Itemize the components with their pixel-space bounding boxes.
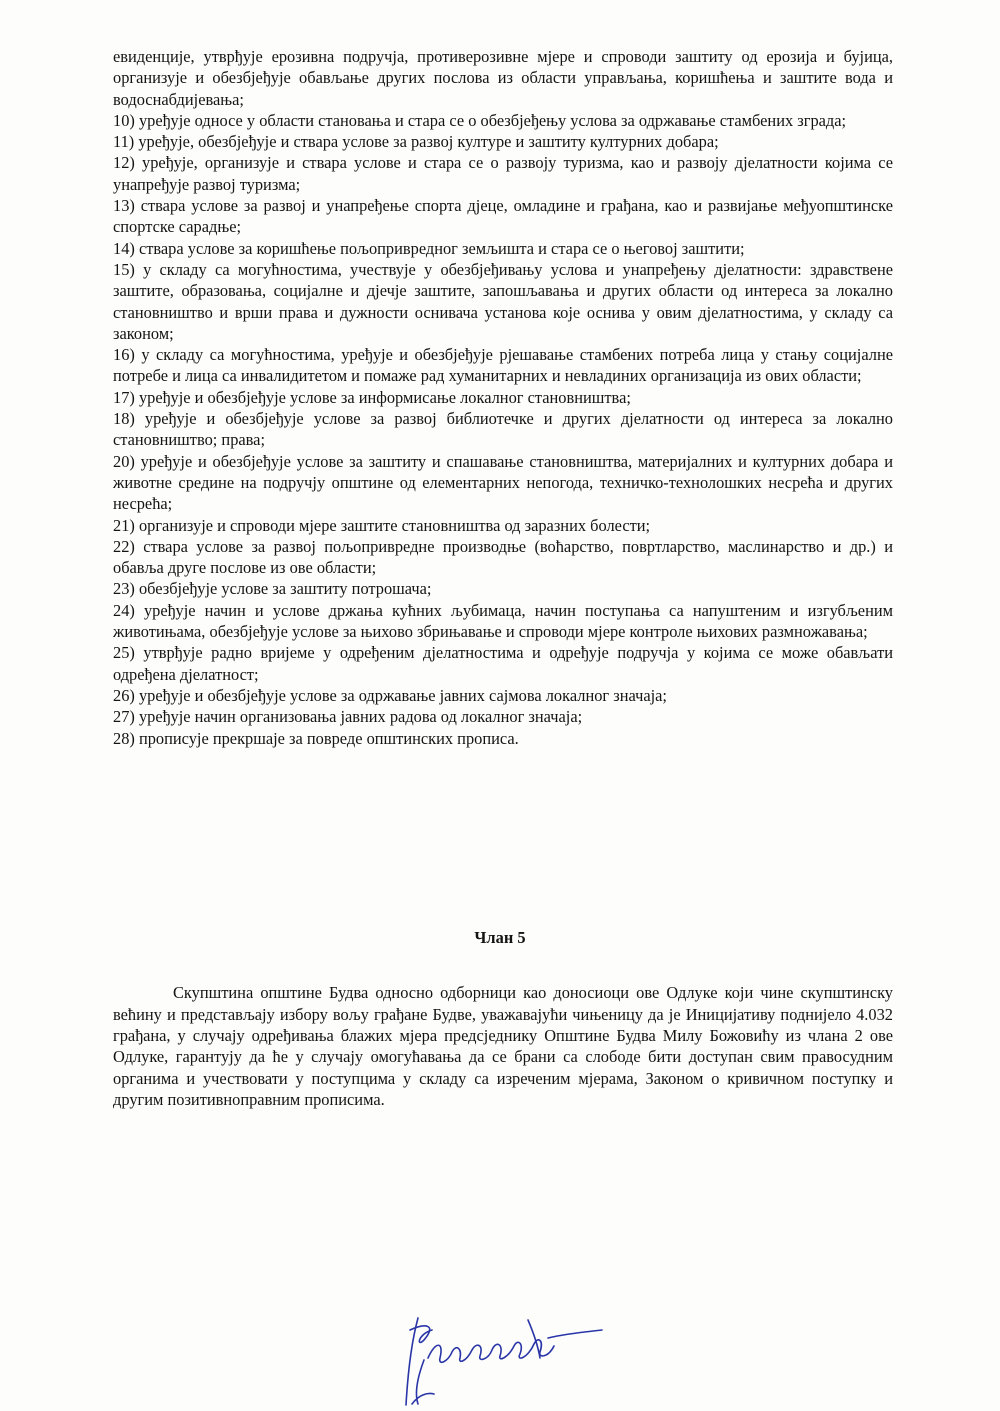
list-item: 14) ствара услове за коришћење пољопривредног земљишта и стара се о његовој заштити;: [113, 238, 745, 258]
article-4-continuation: [113, 46, 893, 749]
list-item: 28) прописује прекршаје за повреде општинских прописа.: [113, 728, 519, 748]
list-item: 15) у складу са могућностима, учествује у обезбјеђивању услова и унапређењу дјелатности: здравствене заштите, образовања, социјалне и дјечје заштите, запошљавања и других области од интереса за локално становништво и врши права и дужности оснивача установа које оснива у овим дјелатностима, у складу са законом;: [113, 259, 893, 343]
list-item: 17) уређује и обезбјеђује услове за информисање локалног становништва;: [113, 387, 631, 407]
list-item: 21) организује и спроводи мјере заштите становништва од заразних болести;: [113, 515, 651, 535]
list-item: 12) уређује, организује и ствара услове и стара се о развоју туризма, као и развоју дјелатности којима се унапређује развој туризма;: [113, 153, 893, 194]
list-item: 23) обезбјеђује услове за заштиту потрошача;: [113, 579, 432, 599]
list-item: 20) уређује и обезбјеђује услове за заштиту и спашавање становништва, материјалних и културних добара и животне средине на подручју општине од елементарних непогода, техничко-технолошких несрећа и других несрећа;: [113, 451, 893, 514]
signature-image: [388, 1300, 608, 1410]
list-item: 27) уређује начин организовања јавних радова од локалног значаја;: [113, 707, 583, 727]
list-item: евиденције, утврђује ерозивна подручја, противерозивне мјере и спроводи заштиту од ерозија и бујица, организује и обезбјеђује обављање других послова из области управљања, коришћења и заштите вода и водоснабдијевања;: [113, 47, 893, 109]
article-heading: Члан 5: [474, 928, 526, 947]
list-item: 24) уређује начин и услове држања кућних љубимаца, начин поступања са напуштеним и изгубљеним животињама, обезбјеђује услове за њихово збрињавање и спроводи мјере контроле њихових размножавања;: [113, 600, 893, 642]
list-item: 22) ствара услове за развој пољопривредне производње (воћарство, повртларство, маслинарство и др.) и обавља друге послове из ове области;: [113, 536, 893, 578]
list-item: 10) уређује односе у области становања и стара се о обезбјеђењу услова за одржавање стамбених зграда;: [113, 110, 847, 130]
list-item: 13) ствара услове за развој и унапређење спорта дјеце, омладине и грађана, као и развијање међуопштинске спортске сарадње;: [113, 196, 893, 237]
list-item: 18) уређује и обезбјеђује услове за развој библиотечке и других дјелатности од интереса за локално становништво; права;: [113, 409, 893, 450]
list-item: 25) утврђује радно вријеме у одређеним дјелатностима и одређује подручја у којима се може обављати одређена дјелатност;: [113, 643, 893, 684]
list-item: 11) уређује, обезбјеђује и ствара услове за развој културе и заштиту културних добара;: [113, 132, 719, 152]
list-item: 26) уређује и обезбјеђује услове за одржавање јавних сајмова локалног значаја;: [113, 685, 667, 705]
list-item: 16) у складу са могућностима, уређује и обезбјеђује рјешавање стамбених потреба лица у стању социјалне потребе и лица са инвалидитетом и помаже рад хуманитарних и невладиних организација из ових области;: [113, 345, 893, 386]
article-body: Скупштина општине Будва односно одборници као доносиоци ове Одлуке који чине скупштинску већину и представљају избору вољу грађане Будве, уважавајући чињеницу да је Иницијативу поднијело 4.032 грађана, у случају одређивања блажих мјера предсједнику Општине Будва Милу Божовићу из члана 2 ове Одлуке, гарантују да ће у случају омогућавања да се брани са слободе бити доступан свим правосудним органима и учествовати у поступцима у складу са изреченим мјерама, Законом о кривичном поступку и другим позитивноправним прописима.: [113, 983, 893, 1109]
